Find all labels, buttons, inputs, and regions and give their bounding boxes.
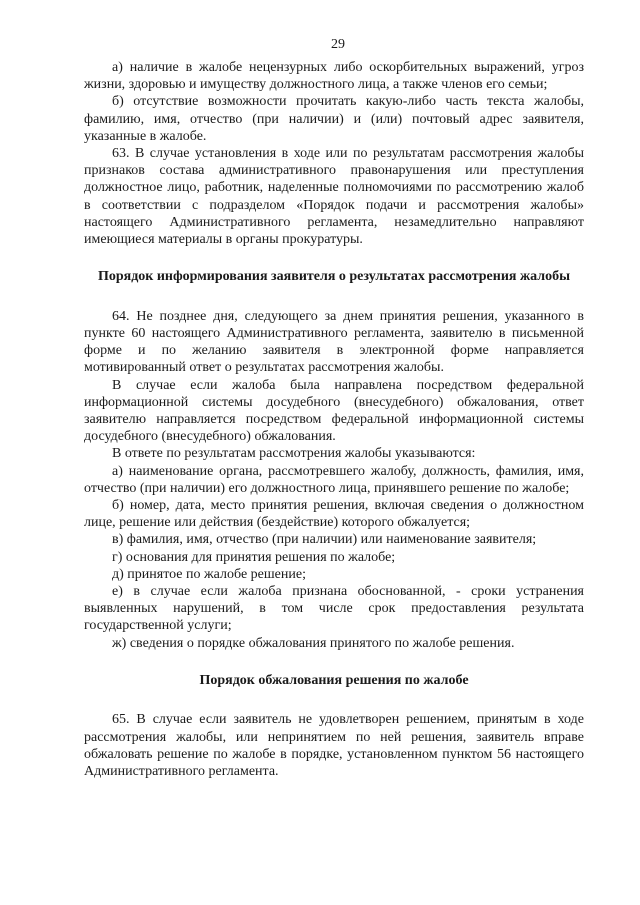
- list-item-e: е) в случае если жалоба признана обоснованной, - сроки устранения выявленных нарушений, в том числе срок предоставления результата государственной услуги;: [84, 583, 584, 634]
- list-item-b: б) номер, дата, место принятия решения, включая сведения о должностном лице, решение или действия (бездействие) которого обжалуется;: [84, 497, 584, 531]
- list-item-a: а) наименование органа, рассмотревшего жалобу, должность, фамилия, имя, отчество (при наличии) его должностного лица, принявшего решение по жалобе;: [84, 463, 584, 496]
- section-bottom: [84, 711, 584, 780]
- heading-informing-applicant: Порядок информирования заявителя о результатах рассмотрения жалобы: [97, 269, 571, 285]
- page-number: 29: [331, 37, 345, 52]
- list-item-zh: ж) сведения о порядке обжалования принятого по жалобе решения.: [112, 635, 515, 651]
- list-item-g: г) основания для принятия решения по жалобе;: [112, 549, 396, 565]
- paragraph-response-contents: В ответе по результатам рассмотрения жалобы указываются:: [112, 446, 476, 462]
- paragraph-63: 63. В случае установления в ходе или по результатам рассмотрения жалобы признаков состава административного правонарушения или преступления должностное лицо, работник, наделенные полномочиями по рассмотрению жалоб в соответствии с подразделом «Порядок подачи и рассмотрения жалобы» настоящего Административного регламента, незамедлительно направляют имеющиеся материалы в органы прокуратуры.: [84, 146, 584, 248]
- list-item-d: д) принятое по жалобе решение;: [112, 566, 306, 582]
- paragraph-65: 65. В случае если заявитель не удовлетворен решением, принятым в ходе рассмотрения жалобы, или непринятием по ней решения, заявитель вправе обжаловать решение по жалобе в порядке, установленном пунктом 56 настоящего Административного регламента.: [84, 712, 584, 779]
- list-item-v: в) фамилия, имя, отчество (при наличии) или наименование заявителя;: [112, 532, 537, 548]
- paragraph-a-obscene: а) наличие в жалобе нецензурных либо оскорбительных выражений, угроз жизни, здоровью и имуществу должностного лица, а также членов его семьи;: [84, 60, 584, 93]
- paragraph-federal-system: В случае если жалоба была направлена посредством федеральной информационной системы досудебного (внесудебного) обжалования, ответ заявителю направляется посредством федеральной информационной системы досудебного (внесудебного) обжалования.: [84, 377, 584, 445]
- section-middle: [84, 308, 584, 652]
- section-top: [84, 59, 584, 248]
- heading-appeal-decision: Порядок обжалования решения по жалобе: [199, 672, 469, 688]
- paragraph-b-unreadable: б) отсутствие возможности прочитать какую-либо часть текста жалобы, фамилию, имя, отчество (при наличии) и (или) почтовый адрес заявителя, указанные в жалобе.: [84, 94, 584, 144]
- paragraph-64: 64. Не позднее дня, следующего за днем принятия решения, указанного в пункте 60 настоящего Административного регламента, заявителю в письменной форме и по желанию заявителя в электронной форме направляется мотивированный ответ о результатах рассмотрения жалобы.: [84, 308, 584, 376]
